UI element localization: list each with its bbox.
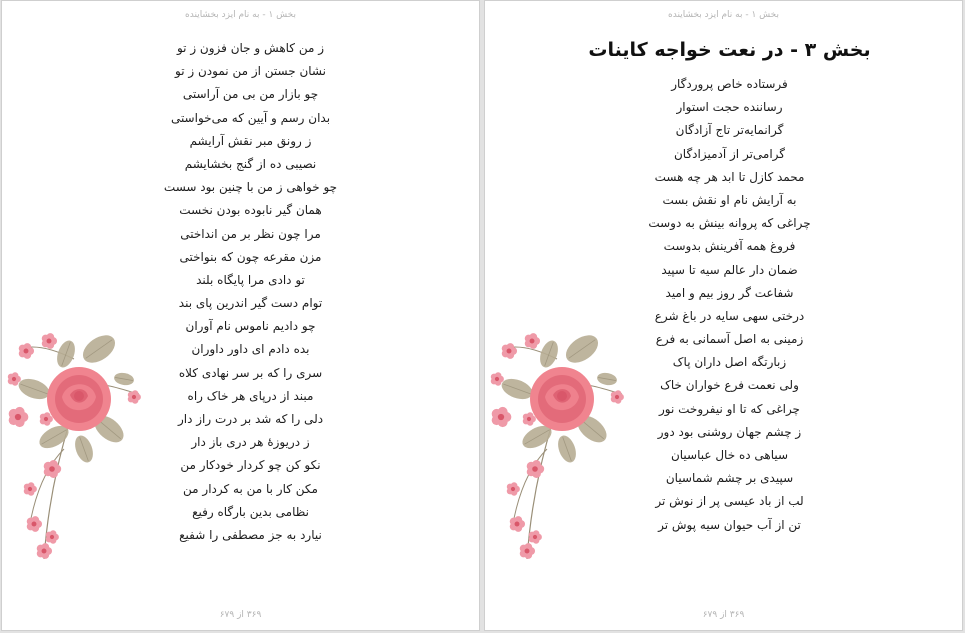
verse-line: شفاعت گر روز بیم و امید (665, 285, 794, 300)
poem-verses (497, 73, 962, 537)
verse-line: سپیدی بر چشم شماسیان (665, 471, 794, 486)
verse-line: ز چشم جهان روشنی بود دور (657, 424, 802, 439)
document-page-right (484, 0, 963, 631)
verse-line: گرامی‌تر از آدمیزادگان (673, 146, 786, 161)
page-number: ۳۶۹ از ۶۷۹ (702, 610, 745, 620)
verse-line: توام دست گیر اندرین پای بند (178, 296, 323, 311)
verse-line: چراغی که پروانه بینش به دوست (648, 216, 811, 231)
verse-line: مبند از درپای هر خاک راه (187, 388, 314, 403)
verse-line: چو خواهی ز من با چنین بود سست (163, 180, 338, 195)
verse-line: چو بازار من بی من آراستی (182, 87, 319, 102)
page-number: ۳۶۹ از ۶۷۹ (219, 610, 262, 620)
verse-line: مرا چون نظر بر من انداختی (180, 226, 321, 241)
verse-line: ولی نعمت فرع خواران خاک (660, 378, 799, 393)
verse-line: درختی سهی سایه در باغ شرع (654, 308, 805, 323)
page-header: بخش ۱ - به نام ایزد بخشاینده (668, 10, 779, 20)
verse-line: چو دادیم ناموس نام آوران (185, 319, 316, 334)
poem-verses (22, 37, 479, 547)
verse-line: نظامی بدین بارگاه رفیع (192, 504, 309, 519)
verse-line: نیارد به جز مصطفی را شفیع (179, 527, 322, 542)
verse-line: به آرایش نام او نقش بست (662, 192, 797, 207)
verse-line: بده دادم ای داور داوران (191, 342, 310, 357)
verse-line: ز من کاهش و جان فزون ز تو (176, 41, 325, 55)
verse-line: محمد کازل تا ابد هر چه هست (654, 169, 805, 184)
verse-line: نصیبی ده از گنج بخشایشم (184, 156, 317, 171)
verse-line: مزن مقرعه چون که بنواختی (179, 249, 322, 264)
page-header: بخش ۱ - به نام ایزد بخشاینده (185, 10, 296, 20)
verse-line: نکو کن چو کردار خودکار من (180, 458, 321, 473)
verse-line: ز دریوزهٔ هر دری باز دار (191, 435, 310, 450)
verse-line: ضمان دار عالم سیه تا سپید (661, 262, 798, 277)
verse-line: زمینی به اصل آسمانی به فرع (655, 332, 804, 347)
verse-line: همان گیر نابوده بودن نخست (179, 203, 322, 218)
verse-line: سری را که بر سر نهادی کلاه (178, 365, 323, 380)
verse-line: رساننده حجت استوار (676, 100, 783, 115)
verse-line: بدان رسم و آیین که می‌خواستی (170, 110, 331, 125)
verse-line: تن از آب حیوان سیه پوش تر (658, 517, 801, 532)
document-page-left (1, 0, 480, 631)
verse-line: ز رونق مبر نقش آرایشم (189, 133, 312, 148)
verse-line: لب از باد عیسی پر از نوش تر (655, 494, 804, 509)
verse-line: مکن کار با من به کردار من (183, 481, 318, 496)
verse-line: نشان جستن از من نمودن ز تو (175, 64, 326, 79)
verse-line: سیاهی ده خال عباسیان (670, 448, 789, 462)
section-title: بخش ۳ - در نعت خواجه کاینات (588, 39, 871, 61)
verse-line: چراغی که تا او نیفروخت نور (659, 401, 800, 416)
verse-line: تو دادی مرا پایگاه بلند (196, 272, 305, 287)
verse-line: دلی را که شد بر درت راز دار (177, 412, 324, 426)
verse-line: گرانمایه‌تر تاج آزادگان (675, 123, 784, 138)
verse-line: فرستاده خاص پروردگار (671, 77, 788, 91)
verse-line: فروغ همه آفرینش بدوست (663, 239, 796, 254)
verse-line: زبارتگه اصل داران پاک (672, 355, 787, 370)
